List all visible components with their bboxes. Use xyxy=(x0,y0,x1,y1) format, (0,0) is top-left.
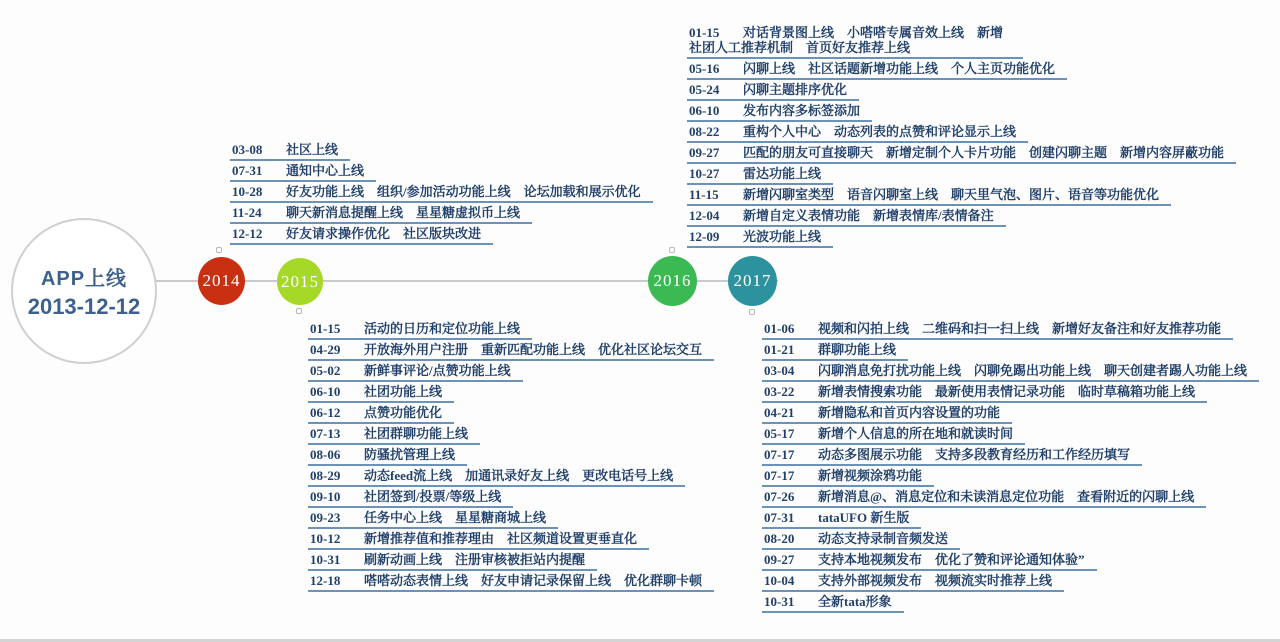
timeline-entry xyxy=(762,468,934,487)
entry-date: 04-21 xyxy=(764,405,795,420)
connector-dot-2014 xyxy=(216,247,222,253)
entry-text: 群聊功能上线 xyxy=(818,342,897,357)
timeline-entry xyxy=(308,426,480,445)
entries-2015 xyxy=(308,321,714,594)
timeline-entry xyxy=(687,208,1006,227)
entry-date: 07-31 xyxy=(232,163,263,178)
entry-text: 刷新动画上线 注册审核被拒站内提醒 xyxy=(364,552,586,567)
entry-text: 支持本地视频发布 优化了赞和评论通知体验” xyxy=(818,552,1085,567)
timeline-entry xyxy=(762,405,1012,424)
entry-date: 07-31 xyxy=(764,510,795,525)
entry-text: 好友功能上线 组织/参加活动功能上线 论坛加载和展示优化 xyxy=(286,184,641,199)
timeline-entry xyxy=(762,531,960,550)
entry-text: 新增个人信息的所在地和就读时间 xyxy=(818,426,1014,441)
timeline-entry xyxy=(762,384,1207,403)
entry-date: 12-04 xyxy=(689,208,720,223)
entry-date: 11-24 xyxy=(232,205,262,220)
timeline-entry xyxy=(762,321,1233,340)
year-label-2017: 2017 xyxy=(733,271,772,290)
timeline-entry xyxy=(762,489,1206,508)
timeline-entry xyxy=(230,226,493,245)
entry-date: 12-12 xyxy=(232,226,263,241)
entry-text: 动态feed流上线 加通讯录好友上线 更改电话号上线 xyxy=(364,468,674,483)
entry-text: 社区上线 xyxy=(286,142,339,157)
entry-text: 支持外部视频发布 视频流实时推荐上线 xyxy=(818,573,1053,588)
entries-2016 xyxy=(687,25,1236,250)
timeline-entry xyxy=(687,103,872,122)
year-node-2016 xyxy=(648,256,697,306)
year-node-2017 xyxy=(728,256,777,306)
entry-text: 社团群聊功能上线 xyxy=(364,426,469,441)
entry-text: 重构个人中心 动态列表的点赞和评论显示上线 xyxy=(743,124,1017,139)
entry-date: 09-23 xyxy=(310,510,341,525)
entries-2017 xyxy=(762,321,1259,615)
entry-date: 01-21 xyxy=(764,342,795,357)
entry-date: 04-29 xyxy=(310,342,341,357)
timeline-entry xyxy=(308,363,523,382)
timeline-entry xyxy=(687,25,1023,59)
year-node-2015 xyxy=(277,258,323,305)
timeline-entry xyxy=(308,342,714,361)
entry-text: 闪聊上线 社区话题新增功能上线 个人主页功能优化 xyxy=(743,61,1056,76)
entry-text: 雷达功能上线 xyxy=(743,166,822,181)
timeline-entry xyxy=(762,573,1064,592)
entry-text: 闪聊主题排序优化 xyxy=(743,82,848,97)
entry-date: 10-12 xyxy=(310,531,341,546)
year-label-2014: 2014 xyxy=(202,271,241,290)
entries-2014 xyxy=(230,142,653,247)
timeline-entry xyxy=(308,489,513,508)
entry-text: 社团功能上线 xyxy=(364,384,443,399)
entry-date: 10-31 xyxy=(310,552,341,567)
entry-date: 07-13 xyxy=(310,426,341,441)
entry-date: 10-31 xyxy=(764,594,795,609)
entry-date: 06-10 xyxy=(689,103,720,118)
entry-text: 新增推荐值和推荐理由 社区频道设置更垂直化 xyxy=(364,531,638,546)
timeline-entry xyxy=(308,552,597,571)
entry-date: 08-06 xyxy=(310,447,341,462)
timeline-entry xyxy=(687,187,1171,206)
timeline-entry xyxy=(230,163,376,182)
entry-date: 11-15 xyxy=(689,187,719,202)
app-launch-origin xyxy=(11,218,157,364)
timeline-entry xyxy=(308,405,454,424)
timeline-entry xyxy=(762,510,921,529)
timeline-entry xyxy=(308,447,467,466)
entry-text: 新增闪聊室类型 语音闪聊室上线 聊天里气泡、图片、语音等功能优化 xyxy=(743,187,1160,202)
entry-text: 开放海外用户注册 重新匹配功能上线 优化社区论坛交互 xyxy=(364,342,703,357)
timeline-entry xyxy=(230,184,653,203)
timeline-entry xyxy=(308,321,532,340)
entry-date: 06-10 xyxy=(310,384,341,399)
entry-text: 防骚扰管理上线 xyxy=(364,447,456,462)
entry-text: tataUFO 新生版 xyxy=(818,510,910,525)
entry-date: 07-17 xyxy=(764,468,795,483)
entry-date: 08-20 xyxy=(764,531,795,546)
entry-date: 10-04 xyxy=(764,573,795,588)
timeline-entry xyxy=(308,531,649,550)
entry-date: 01-06 xyxy=(764,321,795,336)
entry-text: 新增隐私和首页内容设置的功能 xyxy=(818,405,1001,420)
entry-text: 通知中心上线 xyxy=(286,163,365,178)
timeline-entry xyxy=(762,552,1097,571)
year-label-2016: 2016 xyxy=(653,271,692,290)
entry-date: 01-15 xyxy=(310,321,341,336)
entry-date: 03-22 xyxy=(764,384,795,399)
timeline-entry xyxy=(762,363,1259,382)
entry-text: 活动的日历和定位功能上线 xyxy=(364,321,521,336)
entry-date: 05-16 xyxy=(689,61,720,76)
timeline-entry xyxy=(687,61,1067,80)
entry-text: 好友请求操作优化 社区版块改进 xyxy=(286,226,482,241)
timeline-entry xyxy=(687,82,859,101)
entry-date: 03-04 xyxy=(764,363,795,378)
timeline-entry xyxy=(687,124,1028,143)
entry-text: 光波功能上线 xyxy=(743,229,822,244)
entry-text: 新增消息@、消息定位和未读消息定位功能 查看附近的闪聊上线 xyxy=(818,489,1195,504)
entry-date: 07-17 xyxy=(764,447,795,462)
entry-text: 全新tata形象 xyxy=(818,594,892,609)
origin-title: APP上线 xyxy=(40,268,128,290)
year-label-2015: 2015 xyxy=(281,271,319,291)
entry-date: 01-15 xyxy=(689,25,720,40)
connector-dot-2017 xyxy=(749,309,755,315)
entry-date: 05-02 xyxy=(310,363,341,378)
timeline-entry xyxy=(687,145,1236,164)
entry-text: 点赞功能优化 xyxy=(364,405,443,420)
timeline-entry xyxy=(762,342,908,361)
timeline-entry xyxy=(308,573,714,592)
entry-date: 05-17 xyxy=(764,426,795,441)
entry-text: 对话背景图上线 小嗒嗒专属音效上线 新增社团人工推荐机制 首页好友推荐上线 xyxy=(689,25,1004,55)
entry-date: 08-22 xyxy=(689,124,720,139)
entry-text: 新增表情搜索功能 最新使用表情记录功能 临时草稿箱功能上线 xyxy=(818,384,1196,399)
entry-date: 05-24 xyxy=(689,82,720,97)
connector-dot-2015 xyxy=(296,308,302,314)
entry-text: 聊天新消息提醒上线 星星糖虚拟币上线 xyxy=(286,205,521,220)
entry-date: 06-12 xyxy=(310,405,341,420)
timeline-entry xyxy=(762,447,1142,466)
timeline-entry xyxy=(762,594,904,613)
entry-text: 动态支持录制音频发送 xyxy=(818,531,949,546)
entry-date: 12-18 xyxy=(310,573,341,588)
entry-date: 09-27 xyxy=(764,552,795,567)
entry-text: 发布内容多标签添加 xyxy=(743,103,861,118)
timeline-entry xyxy=(762,426,1025,445)
timeline-entry xyxy=(308,468,685,487)
timeline-entry xyxy=(687,166,833,185)
entry-date: 08-29 xyxy=(310,468,341,483)
entry-date: 03-08 xyxy=(232,142,263,157)
entry-text: 新增视频涂鸦功能 xyxy=(818,468,923,483)
timeline-entry xyxy=(230,142,350,161)
timeline-entry xyxy=(230,205,532,224)
connector-dot-2016 xyxy=(669,247,675,253)
entry-text: 动态多图展示功能 支持多段教育经历和工作经历填写 xyxy=(818,447,1131,462)
entry-date: 09-10 xyxy=(310,489,341,504)
entry-date: 07-26 xyxy=(764,489,795,504)
entry-date: 10-28 xyxy=(232,184,263,199)
entry-text: 闪聊消息免打扰功能上线 闪聊免踢出功能上线 聊天创建者踢人功能上线 xyxy=(818,363,1248,378)
timeline-entry xyxy=(308,510,558,529)
timeline-entry xyxy=(687,229,833,248)
entry-date: 09-27 xyxy=(689,145,720,160)
entry-text: 新鲜事评论/点赞功能上线 xyxy=(364,363,511,378)
timeline-entry xyxy=(308,384,454,403)
entry-date: 12-09 xyxy=(689,229,720,244)
entry-text: 任务中心上线 星星糖商城上线 xyxy=(364,510,547,525)
entry-text: 匹配的朋友可直接聊天 新增定制个人卡片功能 创建闪聊主题 新增内容屏蔽功能 xyxy=(743,145,1225,160)
origin-date: 2013-12-12 xyxy=(27,294,141,319)
entry-text: 新增自定义表情功能 新增表情库/表情备注 xyxy=(743,208,994,223)
entry-text: 视频和闪拍上线 二维码和扫一扫上线 新增好友备注和好友推荐功能 xyxy=(818,321,1222,336)
year-node-2014 xyxy=(198,257,245,305)
entry-text: 嗒嗒动态表情上线 好友申请记录保留上线 优化群聊卡顿 xyxy=(364,573,703,588)
entry-date: 10-27 xyxy=(689,166,720,181)
entry-text: 社团签到/投票/等级上线 xyxy=(364,489,502,504)
